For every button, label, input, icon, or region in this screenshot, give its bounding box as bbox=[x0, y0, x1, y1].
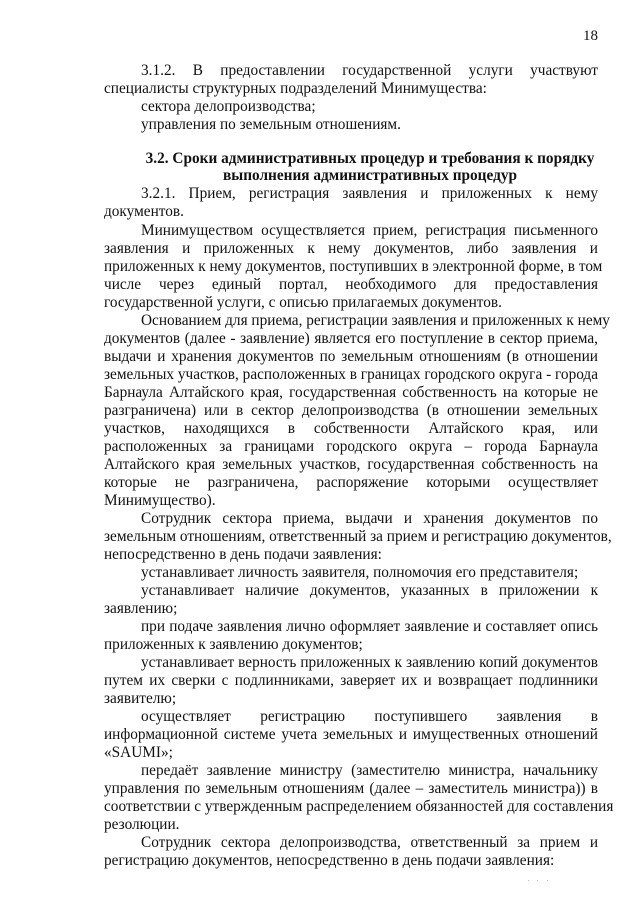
text-line: Основанием для приема, регистрации заявления и приложенных к нему bbox=[141, 312, 610, 329]
text-line: Минимущество). bbox=[104, 492, 216, 509]
text-line: непосредственно в день подачи заявления: bbox=[104, 546, 382, 563]
text-line: информационной системе учета земельных и имущественных отношений bbox=[104, 726, 598, 743]
text-line: управления по земельным отношениям. bbox=[141, 116, 401, 133]
text-line: сектора делопроизводства; bbox=[141, 98, 316, 115]
text-line: регистрацию документов, непосредственно в день подачи заявления: bbox=[104, 852, 555, 869]
section-heading: 3.2. Сроки административных процедур и требования к порядку bbox=[145, 150, 595, 167]
text-line: участков, находящихся в собственности Алтайского края, или bbox=[104, 420, 598, 437]
text-line: документов. bbox=[104, 203, 184, 220]
text-line: осуществляет регистрацию поступившего заявления в bbox=[141, 708, 598, 725]
text-line: устанавливает верность приложенных к заявлению копий документов bbox=[141, 654, 598, 671]
text-line: приложенных к заявлению документов; bbox=[104, 636, 363, 653]
text-line: заявлению; bbox=[104, 600, 178, 617]
text-line: «SAUMI»; bbox=[104, 744, 173, 761]
scan-specks bbox=[528, 880, 552, 883]
text-line: документов (далее - заявление) является его поступление в сектор приема, bbox=[104, 330, 598, 347]
text-line: числе через единый портал, необходимого для предоставления bbox=[104, 276, 598, 293]
text-line: 3.1.2. В предоставлении государственной услуги участвуют bbox=[141, 62, 598, 79]
text-line: разграничена) или в сектор делопроизводства (в отношении земельных bbox=[104, 402, 598, 419]
text-line: земельным отношениям, ответственный за прием и регистрацию документов, bbox=[104, 528, 612, 545]
text-line: при подаче заявления лично оформляет заявление и составляет опись bbox=[141, 618, 598, 635]
text-line: передаёт заявление министру (заместителю министра, начальнику bbox=[141, 762, 598, 779]
text-line: резолюции. bbox=[104, 816, 180, 833]
text-line: соответствии с утвержденным распределением обязанностей для составления bbox=[104, 798, 614, 815]
text-line: которые не разграничена, распоряжение которыми осуществляет bbox=[104, 474, 598, 491]
section-heading: выполнения административных процедур bbox=[223, 167, 517, 184]
text-line: государственной услуги, с описью прилагаемых документов. bbox=[104, 294, 502, 311]
text-line: заявителю; bbox=[104, 690, 177, 707]
text-line: специалисты структурных подразделений Минимущества: bbox=[104, 80, 487, 97]
text-line: земельных участков, расположенных в границах городского округа - города bbox=[104, 366, 598, 383]
text-line: устанавливает наличие документов, указанных в приложении к bbox=[141, 582, 598, 599]
text-line: Минимуществом осуществляется прием, регистрация письменного bbox=[141, 222, 598, 239]
text-line: 3.2.1. Прием, регистрация заявления и приложенных к нему bbox=[141, 185, 598, 202]
text-line: Барнаула Алтайского края, государственная собственность на которые не bbox=[104, 384, 598, 401]
text-line: расположенных за границами городского округа – города Барнаула bbox=[104, 438, 598, 455]
text-line: управления по земельным отношениям (далее – заместитель министра)) в bbox=[104, 780, 598, 797]
text-line: устанавливает личность заявителя, полномочия его представителя; bbox=[141, 564, 579, 581]
text-line: Алтайского края земельных участков, государственная собственность на bbox=[104, 456, 598, 473]
text-line: Сотрудник сектора приема, выдачи и хранения документов по bbox=[141, 510, 598, 527]
text-line: выдачи и хранения документов по земельным отношениям (в отношении bbox=[104, 348, 598, 365]
text-line: путем их сверки с подлинниками, заверяет их и возвращает подлинники bbox=[104, 672, 598, 689]
page-number: 18 bbox=[583, 28, 598, 44]
text-line: заявления и приложенных к нему документов, либо заявления и bbox=[104, 240, 598, 257]
text-line: Сотрудник сектора делопроизводства, ответственный за прием и bbox=[141, 834, 598, 851]
text-line: приложенных к нему документов, поступивших в электронной форме, в том bbox=[104, 258, 603, 275]
